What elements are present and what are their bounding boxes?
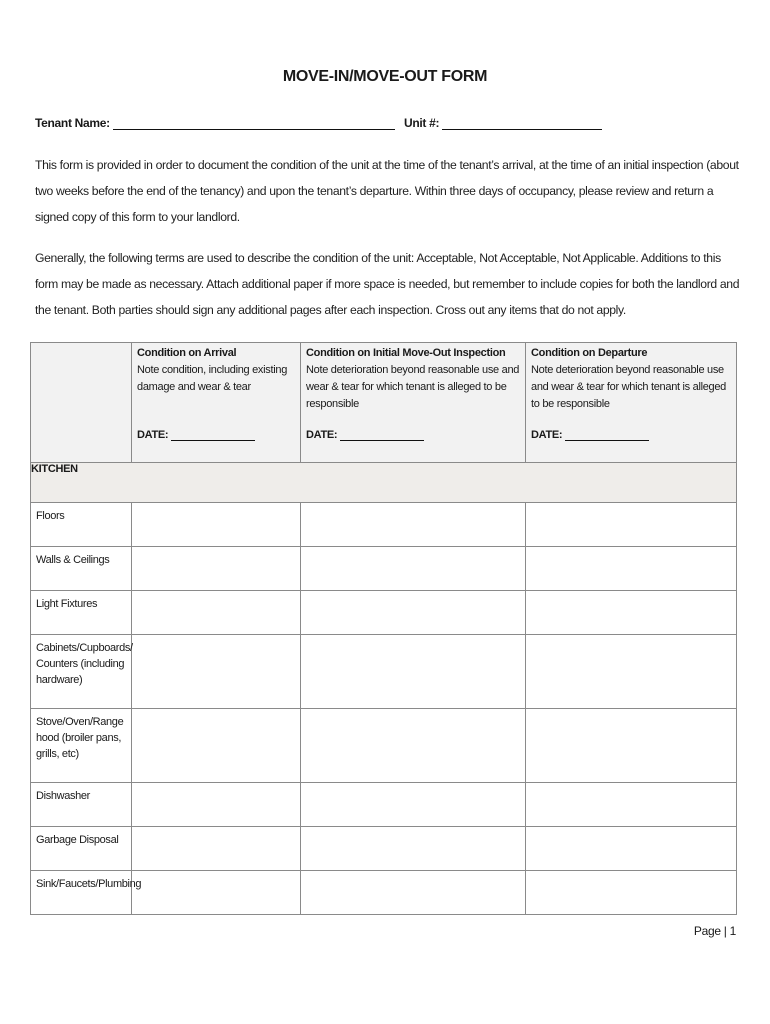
instructions-paragraph: This form is provided in order to document the condition of the unit at the time of the tenant’s arrival, at the time of an initial inspection (about two weeks before the end of the tenancy) and upon the tenant’s departure. Within three days of occupancy, please review and return a signed copy of this form to your landlord. [35,158,739,224]
item-label: Light Fixtures [31,591,132,635]
column-header-initial-inspection [301,343,526,463]
form-title: MOVE-IN/MOVE-OUT FORM [282,68,488,85]
departure-cell[interactable] [526,783,737,827]
item-label: Sink/Faucets/Plumbing [31,871,132,915]
unit-number-blank[interactable] [442,117,602,130]
initial-inspection-cell[interactable] [301,503,526,547]
table-row [31,871,737,915]
item-label: Stove/Oven/Range hood (broiler pans, grills, etc) [31,709,132,783]
column-header-arrival [132,343,301,463]
table-row [31,709,737,783]
column-note: Note deterioration beyond reasonable use and wear & tear for which tenant is alleged to be responsible [531,364,726,410]
departure-cell[interactable] [526,827,737,871]
departure-cell[interactable] [526,547,737,591]
column-heading: Condition on Departure [531,347,648,359]
table-row [31,503,737,547]
item-label: Floors [31,503,132,547]
initial-inspection-cell[interactable] [301,709,526,783]
item-label: Dishwasher [31,783,132,827]
arrival-cell[interactable] [132,827,301,871]
column-heading: Condition on Initial Move-Out Inspection [306,347,506,359]
date-label: DATE: [306,429,338,441]
item-label: Garbage Disposal [31,827,132,871]
column-note: Note deterioration beyond reasonable use and wear & tear for which tenant is alleged to be responsible [306,364,520,410]
departure-cell[interactable] [526,591,737,635]
arrival-cell[interactable] [132,709,301,783]
departure-cell[interactable] [526,635,737,709]
table-header-row [31,343,737,463]
column-header-departure [526,343,737,463]
date-blank[interactable] [565,429,649,441]
arrival-cell[interactable] [132,547,301,591]
initial-inspection-cell[interactable] [301,547,526,591]
initial-inspection-cell[interactable] [301,827,526,871]
arrival-cell[interactable] [132,635,301,709]
table-row [31,827,737,871]
date-label: DATE: [137,429,169,441]
date-blank[interactable] [340,429,424,441]
date-label: DATE: [531,429,563,441]
arrival-cell[interactable] [132,591,301,635]
departure-cell[interactable] [526,709,737,783]
header-blank-cell [31,343,132,463]
initial-inspection-cell[interactable] [301,591,526,635]
item-label: Cabinets/Cupboards/ Counters (including hardware) [31,635,132,709]
date-blank[interactable] [171,429,255,441]
column-note: Note condition, including existing damage and wear & tear [137,364,288,393]
item-label: Walls & Ceilings [31,547,132,591]
table-row [31,635,737,709]
terms-paragraph: Generally, the following terms are used to describe the condition of the unit: Acceptable, Not Acceptable, Not Applicable. Additions to this form may be made as necessary. Attach additional paper if more space is needed, but remember to include copies for both the landlord and the tenant. Both parties should sign any additional pages after each inspection. Cross out any items that do not apply. [35,251,740,317]
table-row [31,547,737,591]
tenant-name-label: Tenant Name: [35,116,110,130]
condition-table [30,342,737,915]
initial-inspection-cell[interactable] [301,871,526,915]
column-heading: Condition on Arrival [137,347,237,359]
departure-cell[interactable] [526,871,737,915]
section-label: KITCHEN [31,463,737,503]
departure-cell[interactable] [526,503,737,547]
table-row [31,783,737,827]
arrival-cell[interactable] [132,871,301,915]
tenant-name-blank[interactable] [113,117,395,130]
unit-number-label: Unit #: [404,116,440,130]
arrival-cell[interactable] [132,783,301,827]
initial-inspection-cell[interactable] [301,783,526,827]
page-number: Page | 1 [693,924,736,938]
tenant-name-field [35,116,395,130]
unit-number-field [404,116,602,130]
table-row [31,591,737,635]
section-row-kitchen [31,463,737,503]
initial-inspection-cell[interactable] [301,635,526,709]
arrival-cell[interactable] [132,503,301,547]
